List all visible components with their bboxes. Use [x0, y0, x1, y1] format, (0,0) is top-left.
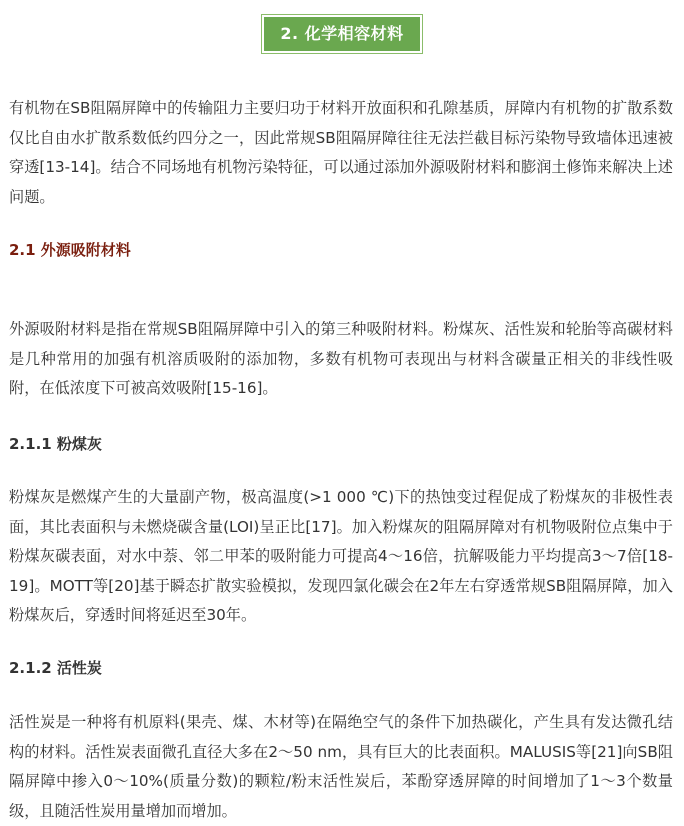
- heading-2-1-1: 2.1.1 粉煤灰: [9, 435, 102, 453]
- heading-2-1: 2.1 外源吸附材料: [9, 241, 131, 259]
- section-title: 2. 化学相容材料: [264, 17, 419, 51]
- heading-2-1-2: 2.1.2 活性炭: [9, 659, 102, 677]
- sorbent-paragraph: 外源吸附材料是指在常规SB阻隔屏障中引入的第三种吸附材料。粉煤灰、活性炭和轮胎等高碳材料是几种常用的加强有机溶质吸附的添加物，多数有机物可表现出与材料含碳量正相关的非线性吸附，在低浓度下可被高效吸附[15-16]。: [9, 320, 673, 397]
- intro-paragraph: 有机物在SB阻隔屏障中的传输阻力主要归功于材料开放面积和孔隙基质，屏障内有机物的扩散系数仅比自由水扩散系数低约四分之一，因此常规SB阻隔屏障往往无法拦截目标污染物导致墙体迅速被穿透[13-14]。结合不同场地有机物污染特征，可以通过添加外源吸附材料和膨润土修饰来解决上述问题。: [9, 99, 673, 206]
- section-header: [0, 14, 684, 54]
- activated-carbon-paragraph: 活性炭是一种将有机原料(果壳、煤、木材等)在隔绝空气的条件下加热碳化，产生具有发达微孔结构的材料。活性炭表面微孔直径大多在2～50 nm，具有巨大的比表面积。MALUSIS等[21]向SB阻隔屏障中掺入0～10%(质量分数)的颗粒/粉末活性炭后，苯酚穿透屏障的时间增加了1～3个数量级，且随活性炭用量增加而增加。: [9, 713, 673, 820]
- flyash-paragraph: 粉煤灰是燃煤产生的大量副产物，极高温度(>1 000 ℃)下的热蚀变过程促成了粉煤灰的非极性表面，其比表面积与未燃烧碳含量(LOI)呈正比[17]。加入粉煤灰的阻隔屏障对有机物吸附位点集中于粉煤灰碳表面，对水中萘、邻二甲苯的吸附能力可提高4～16倍，抗解吸能力平均提高3～7倍[18-19]。MOTT等[20]基于瞬态扩散实验模拟，发现四氯化碳会在2年左右穿透常规SB阻隔屏障，加入粉煤灰后，穿透时间将延迟至30年。: [9, 488, 673, 624]
- section-badge: [261, 14, 422, 54]
